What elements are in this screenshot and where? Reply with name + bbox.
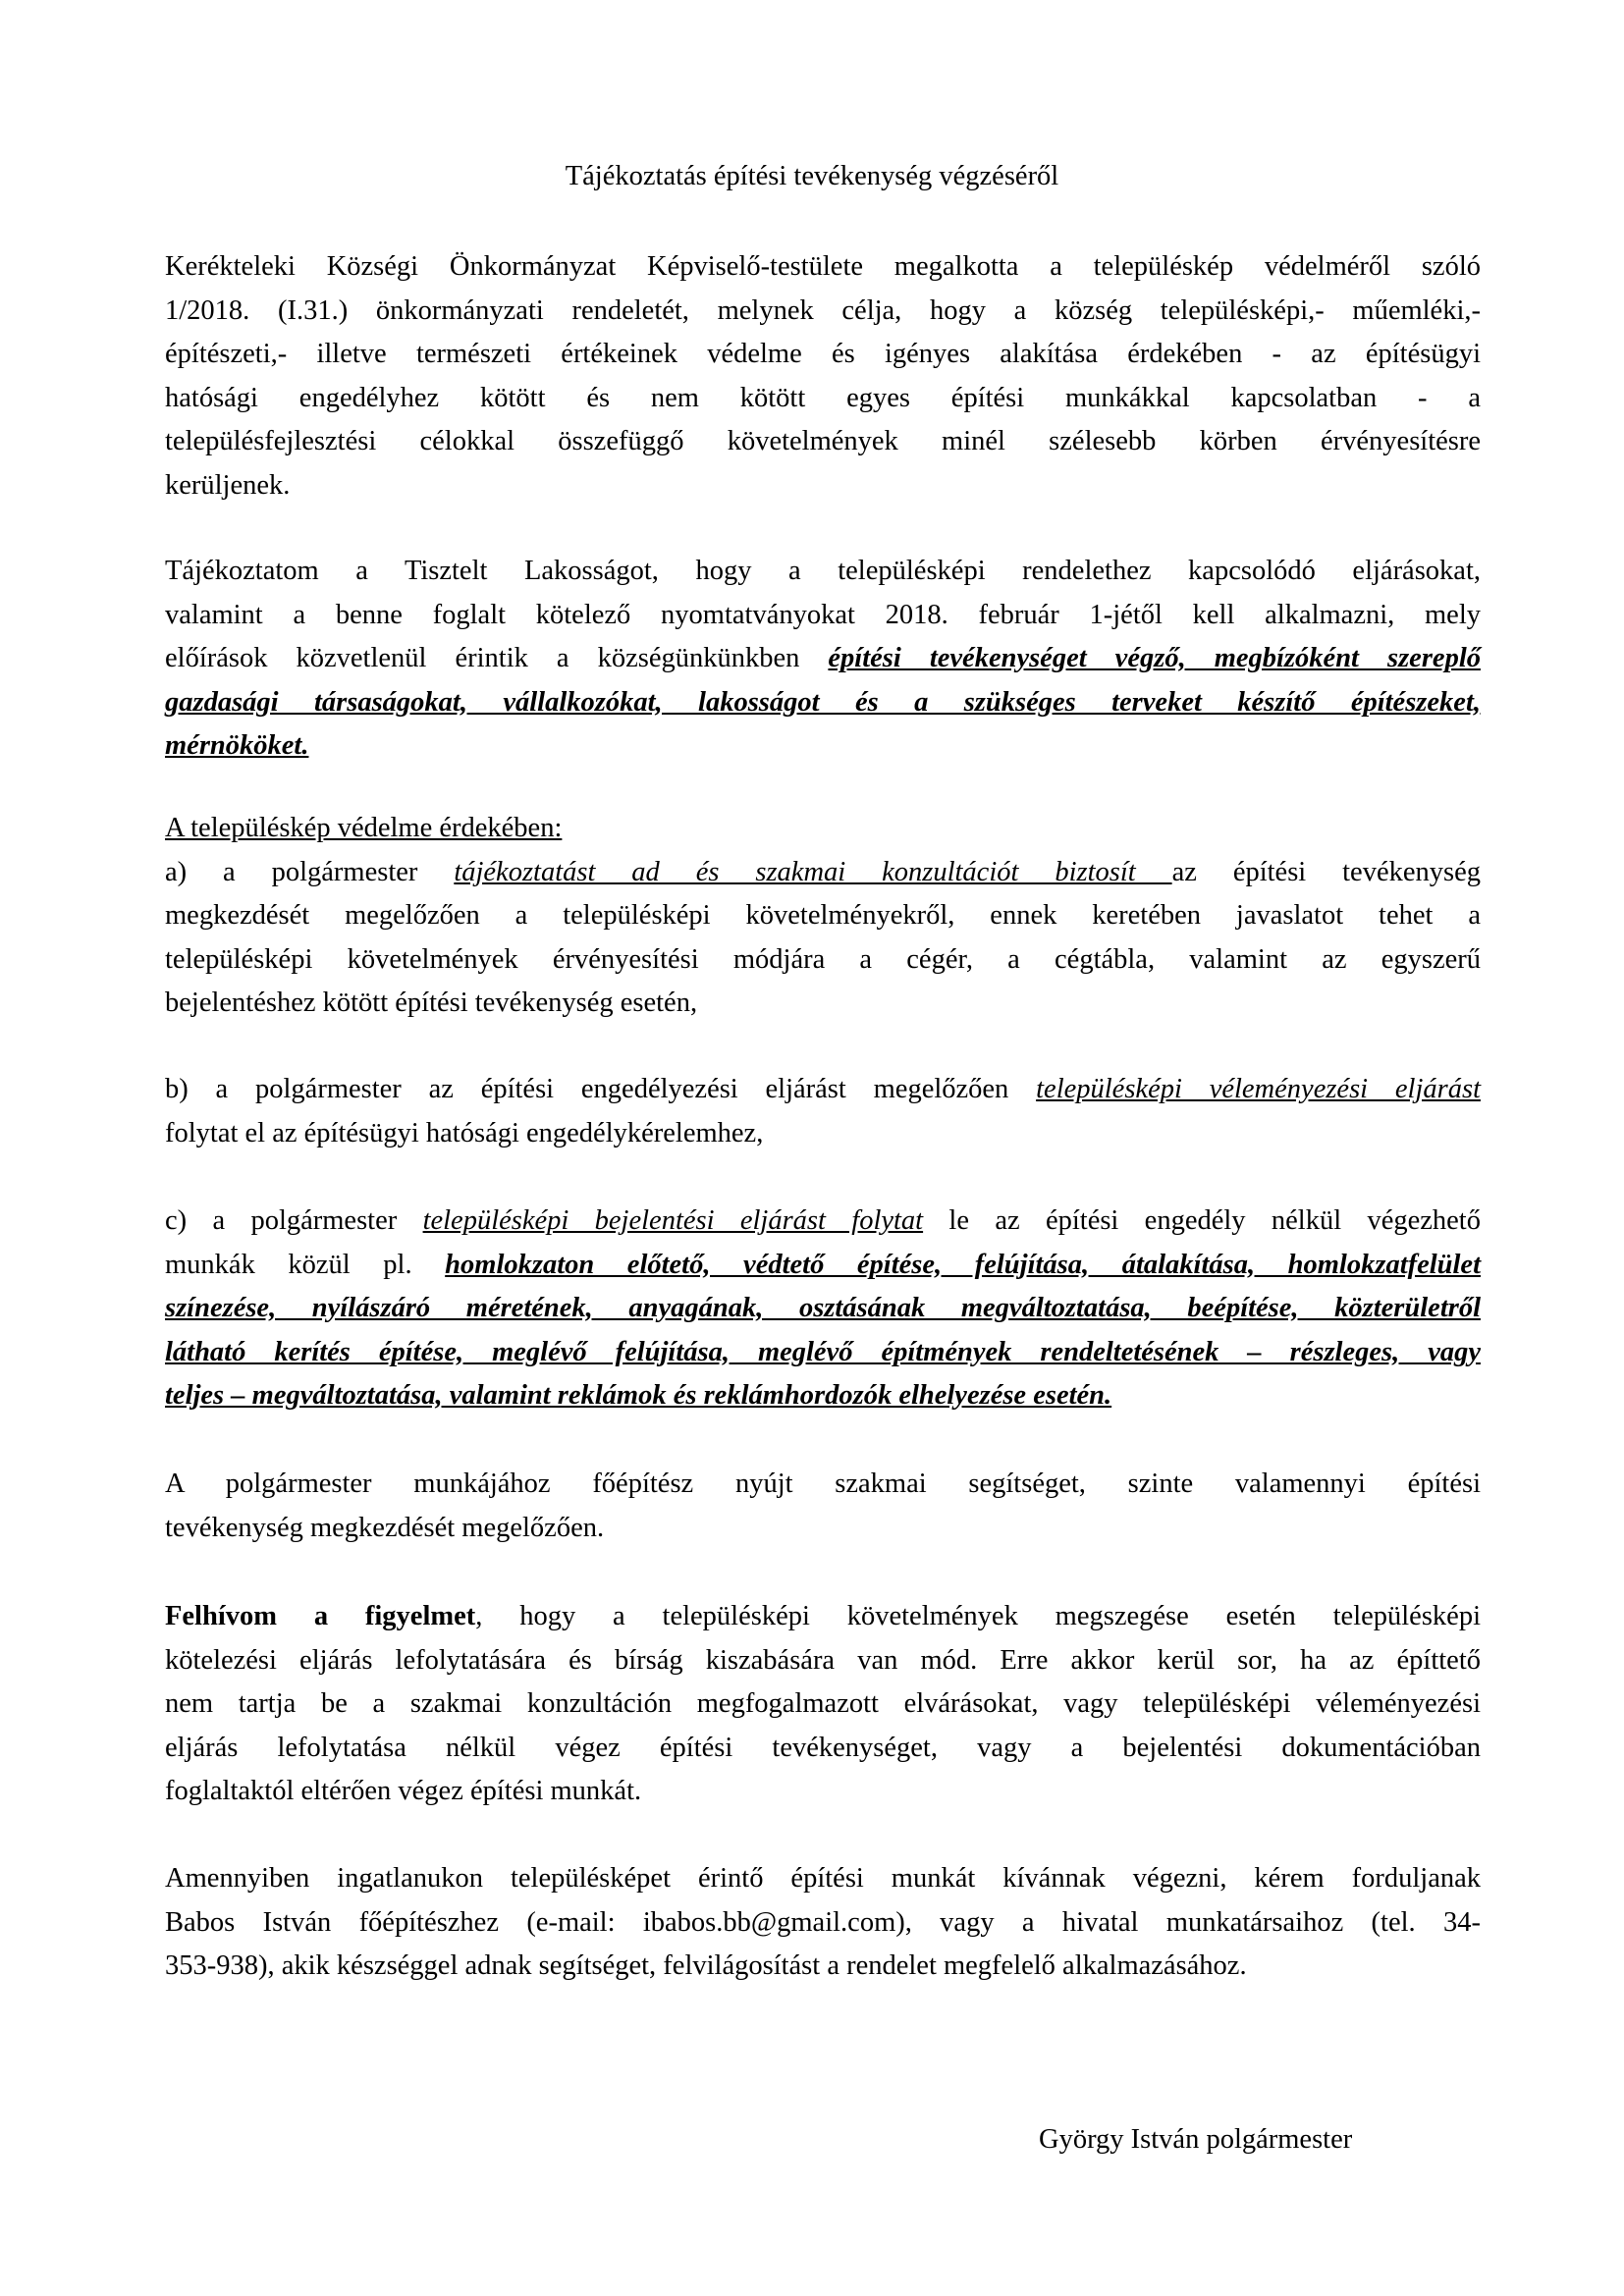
text-line: foglaltaktól eltérően végez építési munkát.: [165, 1776, 642, 1806]
document-title: Tájékoztatás építési tevékenység végzéséről: [565, 161, 1059, 191]
text-line: nem tartja be a szakmai konzultáción megfogalmazott elvárásokat, vagy településképi véleményezési: [165, 1688, 1481, 1719]
signature: György István polgármester: [1039, 2124, 1353, 2155]
text-line: eljárás lefolytatása nélkül végez építési tevékenységet, vagy a bejelentési dokumentációban: [165, 1732, 1481, 1763]
text-line: A polgármester munkájához főépítész nyújt szakmai segítséget, szinte valamennyi építési: [165, 1468, 1481, 1499]
paragraph-warning: [165, 1595, 1481, 1814]
emphasis-text: homlokzaton előtető, védtető építése, felújítása, átalakítása, homlokzatfelület: [445, 1249, 1482, 1280]
emphasis-text: tájékoztatást ad és szakmai konzultációt biztosít: [454, 856, 1172, 887]
emphasis-text: színezése, nyílászáró méretének, anyagának, osztásának megváltoztatása, beépítése, közterületről: [165, 1293, 1481, 1323]
text-run: az építési tevékenység: [1171, 856, 1481, 887]
text-run: előírások közvetlenül érintik a községünkünkben: [165, 643, 829, 673]
text-line: Babos István főépítészhez (e-mail: ibabos.bb@gmail.com), vagy a hivatal munkatársaihoz (tel. 34-: [165, 1906, 1481, 1938]
text-line: bejelentéshez kötött építési tevékenység esetén,: [165, 988, 698, 1018]
text-line: Kerékteleki Községi Önkormányzat Képviselő-testülete megalkotta a településkép védelméről szóló: [165, 251, 1481, 282]
text-line: településfejlesztési célokkal összefüggő követelmények minél szélesebb körben érvényesítésre: [165, 426, 1481, 456]
text-line: [165, 681, 1481, 725]
text-line: [165, 1374, 1481, 1418]
emphasis-text: mérnököket.: [165, 730, 309, 761]
text-line: építészeti,- illetve természeti értékeinek védelme és igényes alakítása érdekében - az építésügyi: [165, 339, 1481, 369]
text-run: b) a polgármester az építési engedélyezési eljárást megelőzően: [165, 1074, 1037, 1104]
paragraph-protection-c: [165, 1200, 1481, 1418]
emphasis-text: építési tevékenységet végző, megbízóként szereplő: [828, 643, 1481, 673]
text-line: Amennyiben ingatlanukon településképet érintő építési munkát kívánnak végezni, kérem forduljanak: [165, 1863, 1481, 1894]
text-run: le az építési engedély nélkül végezhető: [923, 1205, 1481, 1236]
emphasis-text: településképi véleményezési eljárást: [1036, 1074, 1481, 1104]
paragraph-protection-a: [165, 807, 1481, 1026]
paragraph-chief-architect: [165, 1463, 1481, 1550]
text-run: a) a polgármester: [165, 856, 455, 887]
text-line: [165, 1331, 1481, 1375]
emphasis-text: látható kerítés építése, meglévő felújítása, meglévő építmények rendeltetésének – részleges, vagy: [165, 1336, 1481, 1367]
paragraph-notice: [165, 550, 1481, 769]
text-run: , hogy a településképi követelmények megszegése esetén településképi: [475, 1601, 1481, 1631]
text-line: kötelezési eljárás lefolytatására és bírság kiszabására van mód. Erre akkor kerül sor, ha az építtető: [165, 1644, 1481, 1676]
text-line: [165, 1068, 1481, 1112]
text-line: 1/2018. (I.31.) önkormányzati rendeletét, melynek célja, hogy a község településképi,- műemléki,-: [165, 294, 1481, 326]
section-heading: A településkép védelme érdekében:: [165, 813, 563, 843]
paragraph-contact: [165, 1857, 1481, 1989]
emphasis-text: gazdasági társaságokat, vállalkozókat, lakosságot és a szükséges terveket készítő építészeket,: [165, 686, 1481, 718]
text-line: Tájékoztatom a Tisztelt Lakosságot, hogy a településképi rendelethez kapcsolódó eljárásokat,: [165, 556, 1481, 586]
text-line: hatósági engedélyhez kötött és nem kötött egyes építési munkákkal kapcsolatban - a: [165, 382, 1481, 413]
paragraph-intro: [165, 245, 1481, 507]
text-line: [165, 1200, 1481, 1244]
text-line: [165, 1287, 1481, 1331]
text-run: munkák közül pl.: [165, 1249, 446, 1280]
text-line: kerüljenek.: [165, 469, 291, 501]
emphasis-text: teljes – megváltoztatása, valamint reklámok és reklámhordozók elhelyezése esetén.: [165, 1380, 1112, 1411]
text-line: [165, 1244, 1481, 1288]
text-line: 353-938), akik készséggel adnak segítséget, felvilágosítást a rendelet megfelelő alkalmazásához.: [165, 1950, 1247, 1981]
text-line: településképi követelmények érvényesítési módjára a cégér, a cégtábla, valamint az egyszerű: [165, 943, 1481, 975]
text-line: tevékenység megkezdését megelőzően.: [165, 1512, 605, 1543]
text-line: valamint a benne foglalt kötelező nyomtatványokat 2018. február 1-jétől kell alkalmazni, mely: [165, 599, 1481, 630]
text-run: c) a polgármester: [165, 1205, 423, 1236]
text-line: [165, 1595, 1481, 1639]
bold-text: Felhívom a figyelmet: [165, 1601, 476, 1631]
text-line: folytat el az építésügyi hatósági engedélykérelemhez,: [165, 1117, 764, 1148]
text-line: megkezdését megelőzően a településképi követelményekről, ennek keretében javaslatot tehet a: [165, 900, 1481, 931]
text-line: [165, 724, 1481, 769]
text-line: [165, 851, 1481, 895]
emphasis-text: településképi bejelentési eljárást folytat: [422, 1205, 924, 1236]
text-line: [165, 637, 1481, 681]
paragraph-protection-b: [165, 1068, 1481, 1155]
